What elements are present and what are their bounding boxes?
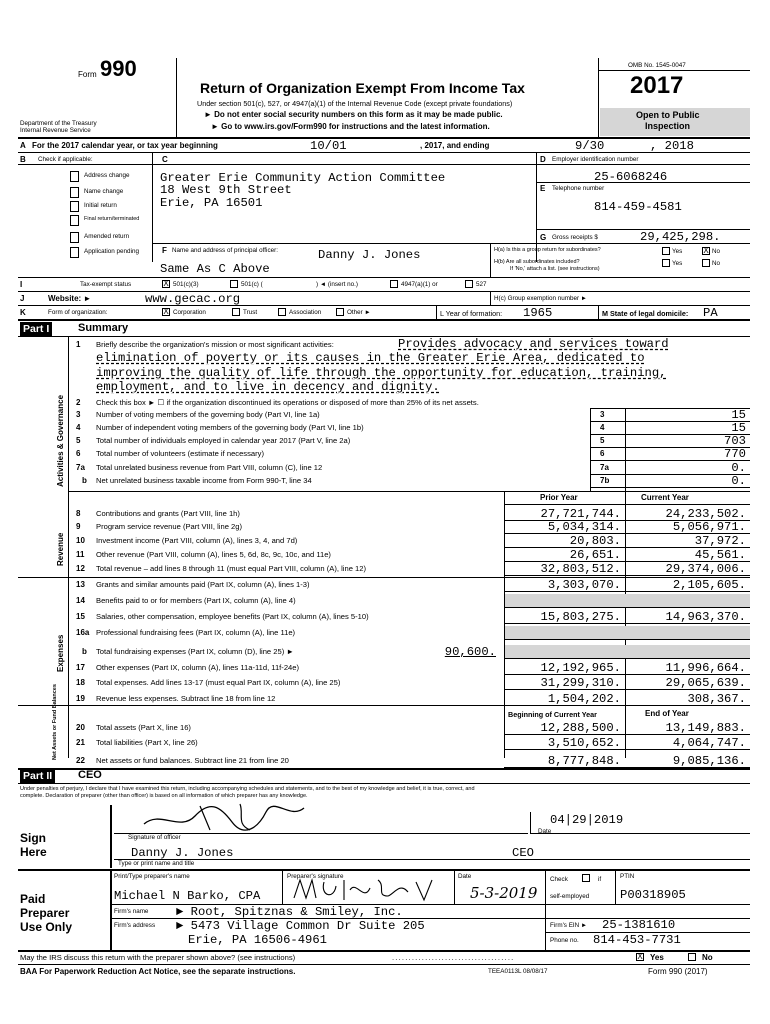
line-i-label: I [20, 280, 23, 289]
firm-city[interactable]: Erie, PA 16506-4961 [188, 933, 327, 947]
line-a-label: A [20, 141, 26, 150]
money-line-num: 19 [76, 694, 85, 703]
current-value[interactable]: 14,963,370. [665, 610, 746, 624]
date-label: Date [538, 828, 552, 835]
firm-phone[interactable]: 814-453-7731 [593, 933, 681, 947]
paid-label: Paid [20, 892, 46, 906]
preparer-sig-label: Preparer's signature [287, 873, 344, 880]
form-org-label: Form of organization: [48, 309, 108, 316]
discuss-no-label: No [702, 953, 713, 962]
money-line-num: 8 [76, 509, 81, 518]
money-line-text: Other revenue (Part VIII, column (A), lines 5, 6d, 8c, 9c, 10c, and 11e) [96, 550, 331, 559]
discuss-leader: ..................................... [392, 953, 515, 962]
ag-line-num: b [82, 476, 87, 485]
line-e-label: E [540, 184, 546, 193]
part-2-label: Part II [20, 769, 55, 783]
money-line-num: 16a [76, 628, 90, 637]
money-line-text: Salaries, other compensation, employee benefits (Part IX, column (A), lines 5-10) [96, 612, 369, 621]
org-city[interactable]: Erie, PA 16501 [160, 196, 263, 210]
tax-year-end-year: , 2018 [650, 139, 694, 153]
baa-notice: BAA For Paperwork Reduction Act Notice, see the separate instructions. [20, 967, 296, 976]
hb-note: If 'No,' attach a list. (see instructions) [510, 266, 600, 272]
boy-header: Beginning of Current Year [508, 710, 597, 719]
line-b-checkbox[interactable] [70, 171, 79, 182]
other-label: Other ► [347, 309, 371, 316]
line-g-label: G [540, 233, 547, 242]
527-label: 527 [476, 281, 487, 288]
ag-line-key: 3 [600, 410, 605, 419]
gross-receipts-value[interactable]: 29,425,298. [640, 230, 721, 244]
line-d-label: D [540, 155, 546, 164]
prior-value[interactable]: 32,803,512. [540, 562, 621, 576]
hc-label: H(c) Group exemption number ► [494, 295, 588, 302]
officer-address[interactable]: Same As C Above [160, 262, 270, 276]
prior-value[interactable]: 8,777,848. [547, 754, 621, 768]
firm-ein[interactable]: 25-1381610 [602, 918, 676, 932]
line-a-mid: , 2017, and ending [420, 141, 490, 150]
ag-line-num: 6 [76, 449, 81, 458]
ha-no-checkbox[interactable] [702, 247, 710, 255]
ha-yes-checkbox[interactable] [662, 247, 670, 255]
form-number: 990 [100, 56, 137, 81]
line-1-num: 1 [76, 340, 81, 349]
money-line-num: 13 [76, 580, 85, 589]
501c3-label: 501(c)(3) [173, 281, 199, 288]
line-f-label: F [162, 246, 167, 255]
prior-value[interactable]: 15,803,275. [540, 610, 621, 624]
ag-line-key: 7a [600, 463, 609, 472]
here-label: Here [20, 845, 47, 859]
check-label: Check [550, 876, 568, 883]
irs-label: Internal Revenue Service [20, 127, 91, 134]
firm-address-label: Firm's address [114, 922, 156, 929]
tax-exempt-label: Tax-exempt status [80, 281, 132, 288]
mission-line: Provides advocacy and services toward [398, 337, 669, 351]
mission-line: improving the quality of life through the opportunity for education, training, [96, 366, 667, 380]
4947-checkbox[interactable] [390, 280, 398, 288]
officer-label: Name and address of principal officer: [172, 247, 278, 254]
money-line-text: Net assets or fund balances. Subtract line 21 from line 20 [96, 756, 289, 765]
hb-text: H(b) Are all subordinates included? [494, 259, 580, 265]
self-employed-checkbox[interactable] [582, 874, 590, 882]
corporation-mark: X [163, 307, 169, 316]
ag-line-text: Total unrelated business revenue from Part VIII, column (C), line 12 [96, 463, 323, 472]
part-1-title: Summary [78, 322, 129, 334]
current-value[interactable]: 29,374,006. [665, 562, 746, 576]
association-label: Association [289, 309, 322, 316]
money-line-text: Investment income (Part VIII, column (A), lines 3, 4, and 7d) [96, 536, 298, 545]
irs-link-notice: ► Go to www.irs.gov/Form990 for instructions and the latest information. [211, 122, 490, 131]
money-line-text: Total assets (Part X, line 16) [96, 723, 191, 732]
current-value[interactable]: 2,105,605. [672, 578, 746, 592]
mission-line: elimination of poverty or its causes in the Greater Erie Area, dedicated to [96, 351, 645, 365]
shaded-cell [505, 645, 750, 658]
line-b-checkbox[interactable] [70, 187, 79, 198]
firm-name[interactable]: ► Root, Spitznas & Smiley, Inc. [176, 905, 403, 919]
ag-line-value[interactable]: 703 [724, 434, 746, 448]
money-line-num: 22 [76, 756, 85, 765]
money-line-num: 17 [76, 663, 85, 672]
firm-name-label: Firm's name [114, 908, 149, 915]
current-year-header: Current Year [641, 493, 689, 502]
form-footer-label: Form 990 (2017) [648, 967, 708, 976]
line-k-label: K [20, 308, 26, 317]
hb-no-label: No [712, 260, 721, 267]
ein-value[interactable]: 25-6068246 [594, 170, 668, 184]
current-value[interactable]: 24,233,502. [665, 507, 746, 521]
discuss-question: May the IRS discuss this return with the preparer shown above? (see instructions) [20, 953, 296, 962]
perjury-text-2: complete. Declaration of preparer (other than officer) is based on all information of which preparer has any knowledge. [20, 793, 308, 799]
current-value[interactable]: 11,996,664. [665, 661, 746, 675]
ag-line-text: Total number of individuals employed in calendar year 2017 (Part V, line 2a) [96, 436, 351, 445]
ag-line-value[interactable]: 0. [731, 474, 746, 488]
current-value[interactable]: 5,056,971. [672, 520, 746, 534]
org-street[interactable]: 18 West 9th Street [160, 183, 292, 197]
money-line-text: Contributions and grants (Part VIII, line 1h) [96, 509, 240, 518]
money-line-num: b [82, 647, 87, 656]
form-title: Return of Organization Exempt From Income Tax [200, 80, 525, 96]
line-b-label: B [20, 155, 26, 164]
current-value[interactable]: 45,561. [694, 548, 746, 562]
form-code: TEEA0113L 08/08/17 [488, 968, 548, 975]
line-b-item-label: Application pending [84, 248, 139, 255]
tax-year: 2017 [630, 72, 684, 99]
part-2-title: CEO [78, 769, 102, 781]
trust-checkbox[interactable] [232, 308, 240, 316]
prior-value[interactable]: 20,803. [569, 534, 621, 548]
sign-date[interactable]: 04|29|2019 [550, 813, 624, 827]
tax-year-begin[interactable]: 10/01 [310, 139, 347, 153]
money-line-text: Revenue less expenses. Subtract line 18 from line 12 [96, 694, 276, 703]
line-b-checkbox[interactable] [70, 201, 79, 212]
mission-line: employment, and to live in decency and dignity. [96, 380, 440, 394]
501c-label: 501(c) ( [241, 281, 263, 288]
check-if-label: Check if applicable: [38, 156, 93, 163]
ag-line-key: 7b [600, 476, 610, 485]
discuss-no-checkbox[interactable] [688, 953, 696, 961]
ag-line-text: Total number of volunteers (estimate if necessary) [96, 449, 264, 458]
fundraising-total[interactable]: 90,600. [444, 645, 496, 659]
hb-yes-checkbox[interactable] [662, 259, 670, 267]
line-b-item-label: Address change [84, 172, 130, 179]
preparer-sig-date[interactable]: 5-3-2019 [470, 884, 538, 902]
prior-value[interactable]: 1,504,202. [547, 692, 621, 706]
current-value[interactable]: 37,972. [694, 534, 746, 548]
side-activities-governance: Activities & Governance [56, 394, 65, 487]
ag-line-num: 4 [76, 423, 81, 432]
discuss-yes-mark: X [637, 952, 643, 961]
association-checkbox[interactable] [278, 308, 286, 316]
prior-value[interactable]: 26,651. [569, 548, 621, 562]
officer-print-name[interactable]: Danny J. Jones [131, 846, 234, 860]
prior-value[interactable]: 3,303,070. [547, 578, 621, 592]
ha-no-label: No [712, 248, 721, 255]
officer-name[interactable]: Danny J. Jones [318, 248, 421, 262]
money-line-num: 20 [76, 723, 85, 732]
use-only-label: Use Only [20, 920, 73, 934]
line-1-text: Briefly describe the organization's mission or most significant activities: [96, 340, 334, 349]
shaded-cell [505, 594, 750, 607]
ptin-value[interactable]: P00318905 [620, 888, 686, 902]
money-line-text: Program service revenue (Part VIII, line 2g) [96, 522, 243, 531]
ag-line-text: Number of voting members of the governing body (Part VI, line 1a) [96, 410, 320, 419]
year-formation-label: L Year of formation: [440, 309, 503, 318]
ag-line-key: 6 [600, 449, 605, 458]
inspection-label: Inspection [645, 121, 691, 131]
tax-year-end[interactable]: 9/30 [575, 139, 605, 153]
current-value[interactable]: 13,149,883. [665, 721, 746, 735]
prior-value[interactable]: 31,299,310. [540, 676, 621, 690]
ag-line-num: 5 [76, 436, 81, 445]
ag-line-key: 5 [600, 436, 605, 445]
527-checkbox[interactable] [465, 280, 473, 288]
ag-line-value[interactable]: 0. [731, 461, 746, 475]
current-value[interactable]: 9,085,136. [672, 754, 746, 768]
website-label: Website: ► [48, 294, 92, 303]
name-title-label: Type or print name and title [118, 860, 195, 867]
ag-line-key: 4 [600, 423, 605, 432]
line-b-checkbox[interactable] [70, 232, 79, 243]
ssn-notice: ► Do not enter social security numbers on this form as it may be made public. [204, 110, 503, 119]
line-b-item-label: Initial return [84, 202, 117, 209]
firm-ein-label: Firm's EIN ► [550, 922, 588, 929]
prior-value[interactable]: 12,288,500. [540, 721, 621, 735]
money-line-num: 14 [76, 596, 85, 605]
ha-yes-label: Yes [672, 248, 683, 255]
line-j-label: J [20, 294, 25, 303]
insert-no-label: ) ◄ (insert no.) [316, 281, 358, 288]
perjury-text-1: Under penalties of perjury, I declare that I have examined this return, including accompanying schedules and statements, and to the best of my knowledge and belief, it is true, correct, and [20, 786, 475, 792]
sign-label: Sign [20, 831, 46, 845]
current-value[interactable]: 29,065,639. [665, 676, 746, 690]
current-value[interactable]: 308,367. [687, 692, 746, 706]
ag-line-text: Net unrelated business taxable income from Form 990-T, line 34 [96, 476, 312, 485]
preparer-signature [290, 876, 450, 904]
prior-value[interactable]: 12,192,965. [540, 661, 621, 675]
line-b-item-label: Name change [84, 188, 124, 195]
other-checkbox[interactable] [336, 308, 344, 316]
hb-no-checkbox[interactable] [702, 259, 710, 267]
money-line-text: Grants and similar amounts paid (Part IX, column (A), lines 1-3) [96, 580, 310, 589]
state-domicile-value[interactable]: PA [703, 306, 718, 320]
money-line-text: Professional fundraising fees (Part IX, column (A), line 11e) [96, 628, 296, 637]
if-label: if [598, 876, 602, 883]
form-label: Form [78, 70, 97, 79]
org-name[interactable]: Greater Erie Community Action Committee [160, 171, 446, 185]
ag-line-value[interactable]: 15 [731, 421, 746, 435]
phone-value[interactable]: 814-459-4581 [594, 200, 682, 214]
discuss-yes-label: Yes [650, 953, 664, 962]
money-line-num: 12 [76, 564, 85, 573]
form-subtitle: Under section 501(c), 527, or 4947(a)(1) of the Internal Revenue Code (except private foundations) [197, 99, 513, 108]
501c3-mark: X [163, 279, 169, 288]
money-line-num: 21 [76, 738, 85, 747]
officer-signature [140, 802, 310, 832]
4947-label: 4947(a)(1) or [401, 281, 438, 288]
current-value[interactable]: 4,064,747. [672, 736, 746, 750]
ag-line-value[interactable]: 770 [724, 447, 746, 461]
side-net-assets: Net Assets or Fund Balances [52, 684, 58, 760]
ha-no-mark: X [703, 246, 709, 255]
phone-label: Telephone number [552, 185, 605, 192]
preparer-label: Preparer [20, 906, 70, 920]
year-formation-value[interactable]: 1965 [523, 306, 553, 320]
money-line-num: 18 [76, 678, 85, 687]
ha-text: H(a) Is this a group return for subordinates? [494, 247, 601, 253]
ag-line-num: 7a [76, 463, 85, 472]
website-value[interactable]: www.gecac.org [145, 292, 241, 306]
prior-value[interactable]: 5,034,314. [547, 520, 621, 534]
shaded-cell [505, 626, 750, 639]
money-line-text: Benefits paid to or for members (Part IX, column (A), line 4) [96, 596, 296, 605]
line-b-checkbox[interactable] [70, 215, 79, 226]
gross-receipts-label: Gross receipts $ [552, 234, 598, 241]
discuss-yes-checkbox[interactable] [636, 953, 644, 961]
corporation-label: Corporation [173, 309, 206, 316]
firm-phone-label: Phone no. [550, 937, 579, 944]
ag-line-text: Number of independent voting members of the governing body (Part VI, line 1b) [96, 423, 364, 432]
money-line-text: Total fundraising expenses (Part IX, column (D), line 25) ► [96, 647, 294, 656]
side-revenue: Revenue [56, 532, 65, 566]
preparer-name-label: Print/Type preparer's name [114, 873, 190, 880]
part-1-label: Part I [20, 322, 52, 336]
hb-yes-label: Yes [672, 260, 683, 267]
state-domicile-label: M State of legal domicile: [602, 309, 689, 318]
officer-title[interactable]: CEO [512, 846, 534, 860]
money-line-num: 10 [76, 536, 85, 545]
omb-number: OMB No. 1545-0047 [628, 62, 686, 69]
line-b-item-label: Final return/terminated [84, 216, 140, 222]
money-line-text: Total revenue – add lines 8 through 11 (must equal Part VIII, column (A), line 12) [96, 564, 367, 573]
preparer-name[interactable]: Michael N Barko, CPA [114, 889, 261, 903]
money-line-num: 11 [76, 550, 85, 559]
money-line-text: Total liabilities (Part X, line 26) [96, 738, 198, 747]
line-b-checkbox[interactable] [70, 247, 79, 258]
line-c-label: C [162, 155, 168, 164]
sig-officer-label: Signature of officer [128, 834, 181, 841]
eoy-header: End of Year [645, 709, 689, 718]
money-line-text: Other expenses (Part IX, column (A), lines 11a-11d, 11f-24e) [96, 663, 300, 672]
side-expenses: Expenses [56, 634, 65, 672]
line-a-text: For the 2017 calendar year, or tax year beginning [32, 141, 218, 150]
corporation-checkbox[interactable] [162, 308, 170, 316]
prior-value[interactable]: 27,721,744. [540, 507, 621, 521]
line-2-num: 2 [76, 398, 81, 407]
money-line-num: 15 [76, 612, 85, 621]
line-b-item-label: Amended return [84, 233, 130, 240]
line-2-text: Check this box ► ☐ if the organization discontinued its operations or disposed of more than 25% of its net assets. [96, 398, 479, 407]
prior-value[interactable]: 3,510,652. [547, 736, 621, 750]
money-line-text: Total expenses. Add lines 13-17 (must equal Part IX, column (A), line 25) [96, 678, 341, 687]
self-employed-label: self-employed [550, 893, 590, 900]
ptin-label: PTIN [620, 873, 635, 880]
dept-treasury: Department of the Treasury [20, 120, 97, 127]
firm-address[interactable]: ► 5473 Village Common Dr Suite 205 [176, 919, 425, 933]
ag-line-value[interactable]: 15 [731, 408, 746, 422]
prior-year-header: Prior Year [540, 493, 578, 502]
preparer-date-label: Date [458, 873, 472, 880]
trust-label: Trust [243, 309, 258, 316]
ein-label: Employer identification number [552, 156, 639, 163]
money-line-num: 9 [76, 522, 81, 531]
501c-checkbox[interactable] [230, 280, 238, 288]
open-public-label: Open to Public [636, 110, 700, 120]
ag-line-num: 3 [76, 410, 81, 419]
501c3-checkbox[interactable] [162, 280, 170, 288]
